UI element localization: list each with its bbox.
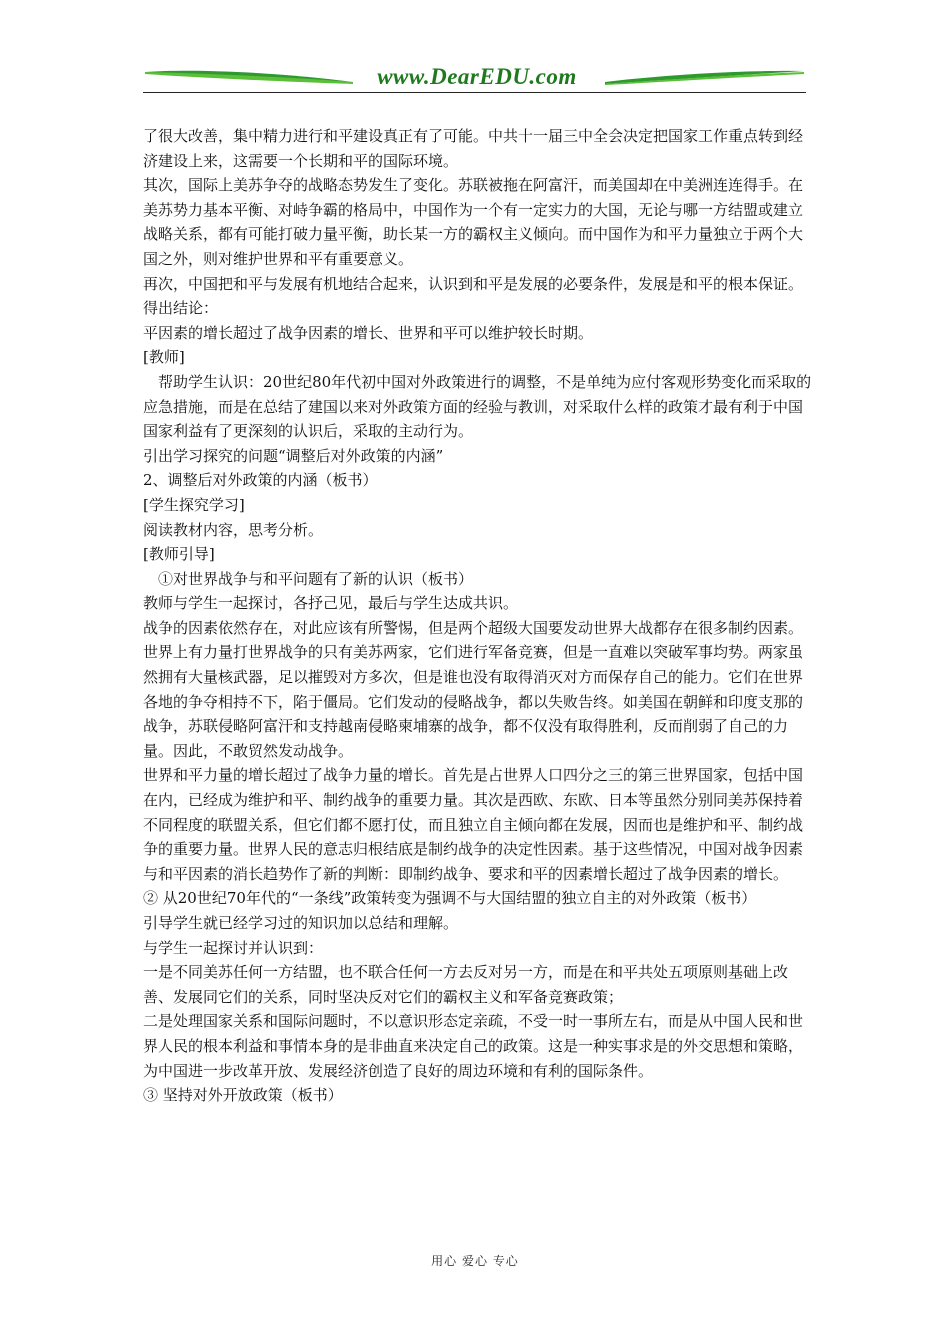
section-label: [教师引导] <box>143 545 215 564</box>
paragraph: 世界和平力量的增长超过了战争力量的增长。首先是占世界人口四分之三的第三世界国家，包括中国在内，已经成为维护和平、制约战争的重要力量。其次是西欧、东欧、日本等虽然分别同美苏保持着不同程度的联盟关系，但它们都不愿打仗，而且独立自主倾向都在发展，因而也是维护和平、制约战争的重要力量。世界人民的意志归根结底是制约战争的决定性因素。基于这些情况，中国对战争因素与和平因素的消长趋势作了新的判断：即制约战争、要求和平的因素增长超过了战争因素的增长。 <box>143 766 804 883</box>
paragraph: 帮助学生认识：20世纪80年代初中国对外政策进行的调整，不是单纯为应付客观形势变化而采取的应急措施，而是在总结了建国以来对外政策方面的经验与教训，对采取什么样的政策才最有利于中国国家利益有了更深刻的认识后，采取的主动行为。 <box>143 372 812 441</box>
paragraph: 平因素的增长超过了战争因素的增长、世界和平可以维护较长时期。 <box>143 323 594 342</box>
paragraph: 二是处理国家关系和国际问题时，不以意识形态定亲疏，不受一时一事所左右，而是从中国人民和世界人民的根本利益和事情本身的是非曲直来决定自己的政策。这是一种实事求是的外交思想和策略，为中国进一步改革开放、发展经济创造了良好的周边环境和有利的国际条件。 <box>143 1012 804 1080</box>
paragraph: 得出结论： <box>143 299 219 318</box>
section-heading: 2、调整后对外政策的内涵（板书） <box>143 471 378 490</box>
paragraph: 与学生一起探讨并认识到： <box>143 938 324 957</box>
paragraph: 引出学习探究的问题“调整后对外政策的内涵” <box>143 446 444 465</box>
subsection-heading: ② 从20世纪70年代的“一条线”政策转变为强调不与大国结盟的独立自主的对外政策（板书） <box>143 889 757 908</box>
subsection-heading: ③ 坚持对外开放政策（板书） <box>143 1086 343 1105</box>
section-label: [学生探究学习] <box>143 495 245 514</box>
paragraph: 战争的因素依然存在，对此应该有所警惕，但是两个超级大国要发动世界大战都存在很多制约因素。世界上有力量打世界战争的只有美苏两家，它们进行军备竞赛，但是一直难以突破军事均势。两家虽然拥有大量核武器，足以摧毁对方多次，但是谁也没有取得消灭对方而保存自己的能力。它们在世界各地的争夺相持不下，陷于僵局。它们发动的侵略战争，都以失败告终。如美国在朝鲜和印度支那的战争，苏联侵略阿富汗和支持越南侵略柬埔寨的战争，都不仅没有取得胜利，反而削弱了自己的力量。因此，不敢贸然发动战争。 <box>143 618 804 760</box>
page-footer: 用心 爱心 专心 <box>431 1254 519 1268</box>
paragraph: 其次，国际上美苏争夺的战略态势发生了变化。苏联被拖在阿富汗，而美国却在中美洲连连得手。在美苏势力基本平衡、对峙争霸的格局中，中国作为一个有一定实力的大国，无论与哪一方结盟或建立战略关系，都有可能打破力量平衡，助长某一方的霸权主义倾向。而中国作为和平力量独立于两个大国之外，则对维护世界和平有重要意义。 <box>143 176 804 268</box>
paragraph: 了很大改善，集中精力进行和平建设真正有了可能。中共十一届三中全会决定把国家工作重点转到经济建设上来，这需要一个长期和平的国际环境。 <box>143 127 804 170</box>
section-label: [教师] <box>143 348 185 367</box>
header-rule <box>143 92 806 93</box>
document-body <box>143 124 813 1108</box>
subsection-heading: ①对世界战争与和平问题有了新的认识（板书） <box>158 569 474 588</box>
paragraph: 教师与学生一起探讨，各抒己见，最后与学生达成共识。 <box>143 594 519 613</box>
paragraph: 引导学生就已经学习过的知识加以总结和理解。 <box>143 914 459 932</box>
page-header <box>143 62 806 96</box>
paragraph: 一是不同美苏任何一方结盟，也不联合任何一方去反对另一方，而是在和平共处五项原则基础上改善、发展同它们的关系，同时坚决反对它们的霸权主义和军备竞赛政策； <box>143 963 789 1006</box>
paragraph: 阅读教材内容，思考分析。 <box>143 520 324 539</box>
site-logo-text: www.DearEDU.com <box>377 64 577 89</box>
paragraph: 再次，中国把和平与发展有机地结合起来，认识到和平是发展的必要条件，发展是和平的根本保证。 <box>143 274 804 293</box>
